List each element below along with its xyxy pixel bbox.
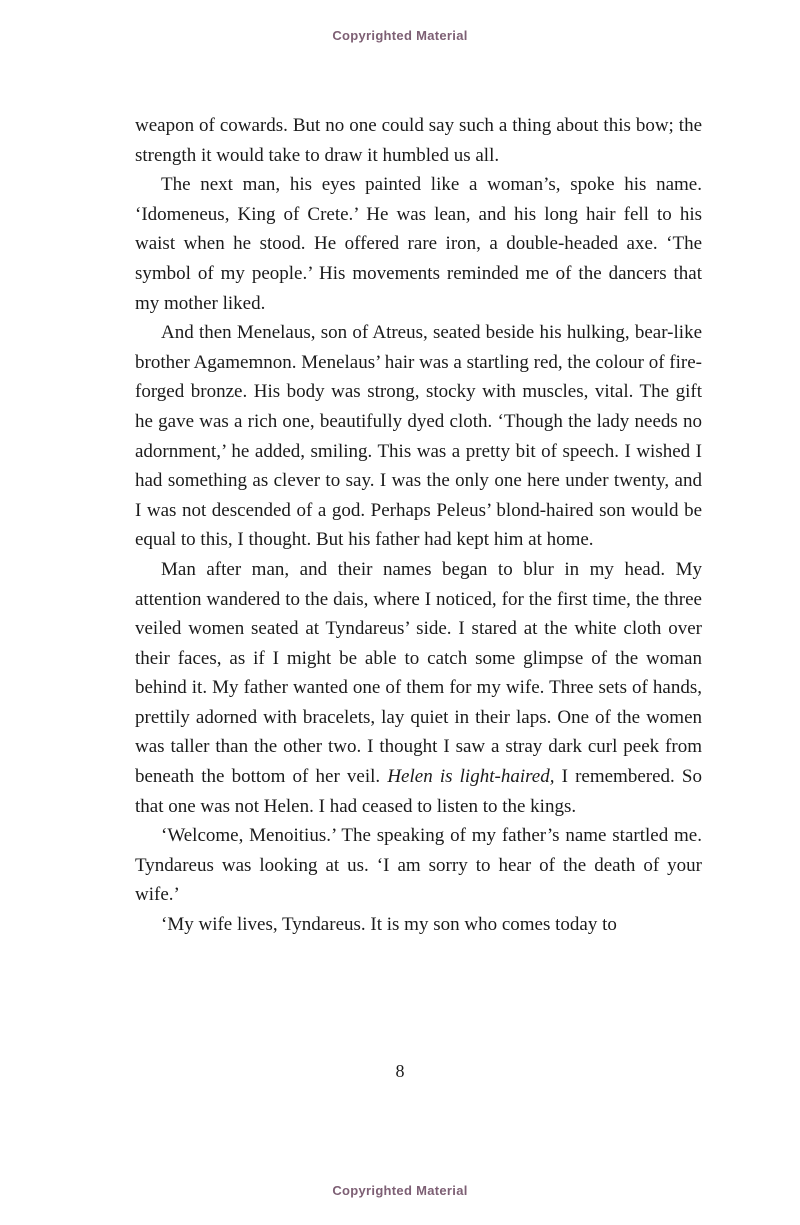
paragraph: ‘Welcome, Menoitius.’ The speaking of my father’s name startled me. Tyndareus was looking at us. ‘I am sorry to hear of the death of your wife.’ xyxy=(135,825,702,906)
body-text xyxy=(135,111,702,940)
paragraph: The next man, his eyes painted like a woman’s, spoke his name. ‘Idomeneus, King of Crete.’ He was lean, and his long hair fell to his waist when he stood. He offered rare iron, a double-headed axe. ‘The symbol of my people.’ His movements reminded me of the dancers that my mother liked. xyxy=(135,174,702,314)
paragraph-segment-italic: Helen is light-haired, xyxy=(387,766,555,788)
page-number: 8 xyxy=(395,1061,405,1081)
paragraph-segment: I remembered. So that one was not Helen. I had ceased to listen to the kings. xyxy=(135,766,702,817)
paragraph: And then Menelaus, son of Atreus, seated beside his hulking, bear-like brother Agamemnon. Menelaus’ hair was a startling red, the colour of fire-forged bronze. His body was strong, stocky with muscles, vital. The gift he gave was a rich one, beautifully dyed cloth. ‘Though the lady needs no adornment,’ he added, smiling. This was a pretty bit of speech. I wished I had something as clever to say. I was the only one here under twenty, and I was not descended of a god. Perhaps Peleus’ blond-haired son would be equal to this, I thought. But his father had kept him at home. xyxy=(135,322,702,551)
paragraph-continuation: weapon of cowards. But no one could say such a thing about this bow; the strength it would take to draw it humbled us all. xyxy=(135,115,702,166)
copyright-notice-bottom: Copyrighted Material xyxy=(332,1183,468,1198)
paragraph-segment: Man after man, and their names began to blur in my head. My attention wandered to the dais, where I noticed, for the first time, the three veiled women seated at Tyndareus’ side. I stared at the white cloth over their faces, as if I might be able to catch some glimpse of the woman behind it. My father wanted one of them for my wife. Three sets of hands, prettily adorned with bracelets, lay quiet in their laps. One of the women was taller than the other two. I thought I saw a stray dark curl peek from beneath the bottom of her veil. xyxy=(135,558,702,788)
copyright-notice-top: Copyrighted Material xyxy=(332,28,468,43)
paragraph xyxy=(135,555,702,821)
paragraph: ‘My wife lives, Tyndareus. It is my son who comes today to xyxy=(161,914,617,936)
